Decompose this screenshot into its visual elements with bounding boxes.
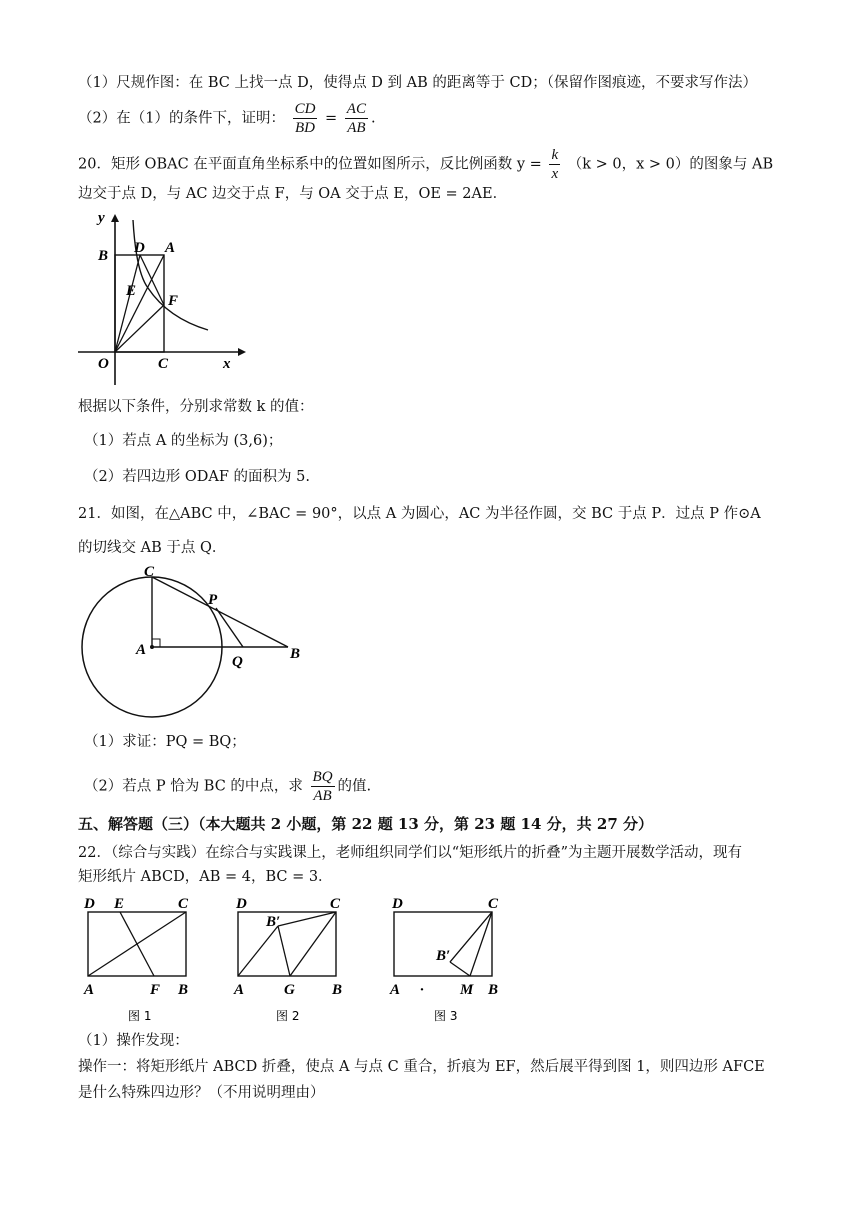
label-p: P — [208, 592, 218, 608]
segment-ab-prime — [238, 926, 278, 976]
fig2-label-a: A — [234, 982, 245, 998]
fig1-label-d: D — [84, 896, 95, 912]
label-b: B — [290, 646, 301, 662]
fraction-cd-bd: $\frac{CD}{BD}$ — [294, 101, 316, 136]
q19-part2: （2）在（1）的条件下，证明： $\frac{CD}{BD}$ = $\frac{AC}{AB}$ . — [78, 101, 376, 136]
fig2-caption: 图 2 — [276, 1009, 300, 1023]
q22-figures — [78, 890, 518, 1030]
q21-part2: （2）若点 P 恰为 BC 的中点，求 $\frac{BQ}{AB}$ 的值. — [84, 769, 372, 804]
rect-abcd-3 — [394, 912, 492, 976]
fig2-label-b-prime: B′ — [266, 914, 281, 930]
fig2-label-g: G — [284, 982, 295, 998]
q19-part1: （1）尺规作图：在 BC 上找一点 D，使得点 D 到 AB 的距离等于 CD；（保留作图痕迹，不要求写作法） — [78, 75, 757, 91]
fig2-label-c: C — [330, 896, 341, 912]
fold-edge — [450, 912, 492, 962]
q20-line1: 20．矩形 OBAC 在平面直角坐标系中的位置如图所示，反比例函数 y = $\frac{k}{x}$ （k > 0，x > 0）的图象与 AB — [78, 147, 774, 182]
q20-part2: （2）若四边形 ODAF 的面积为 5. — [84, 469, 310, 485]
q20-line2: 边交于点 D，与 AC 边交于点 F，与 OA 交于点 E，OE = 2AE． — [78, 186, 508, 202]
fig1-caption: 图 1 — [128, 1009, 152, 1023]
q21-figure — [78, 560, 318, 720]
fig3-label-m: M — [460, 982, 474, 998]
fig2-label-b: B — [332, 982, 343, 998]
fig3-label-d: D — [392, 896, 403, 912]
fraction-k-x: $\frac{k}{x}$ — [551, 147, 559, 182]
segment-b-prime-g — [278, 926, 290, 976]
label-o: O — [98, 356, 109, 372]
x-axis-arrow — [238, 348, 246, 356]
label-c: C — [144, 564, 155, 580]
segment-of — [115, 305, 164, 352]
segment-cb — [152, 577, 288, 647]
q19-part2-prefix: （2）在（1）的条件下，证明： — [78, 110, 285, 127]
fig3-label-a: A — [390, 982, 401, 998]
label-a: A — [165, 240, 176, 256]
q22-operation1-line1: 操作一：将矩形纸片 ABCD 折叠，使点 A 与点 C 重合，折痕为 EF，然后展平得到图 1，则四边形 AFCE — [78, 1059, 765, 1075]
label-x: x — [223, 356, 231, 372]
fig3-caption: 图 3 — [434, 1009, 458, 1023]
label-a: A — [136, 642, 147, 658]
fig1-label-f: F — [150, 982, 161, 998]
label-f: F — [168, 293, 179, 309]
q20-figure — [78, 210, 248, 390]
fraction-bq-ab: $\frac{BQ}{AB}$ — [312, 769, 333, 804]
label-q: Q — [232, 654, 243, 670]
fig2-label-d: D — [236, 896, 247, 912]
crease-cm — [470, 912, 492, 976]
rect-abcd-2 — [238, 912, 336, 976]
tangent-pq — [216, 608, 243, 647]
segment-od — [115, 255, 140, 352]
y-axis-arrow — [111, 214, 119, 222]
q21-line1: 21．如图，在△ABC 中，∠BAC = 90°，以点 A 为圆心，AC 为半径作圆，交 BC 于点 P．过点 P 作⊙A — [78, 506, 761, 522]
q22-operation-title: （1）操作发现： — [78, 1033, 189, 1049]
fraction-ac-ab: $\frac{AC}{AB}$ — [346, 101, 366, 136]
label-b: B — [98, 248, 109, 264]
label-c: C — [158, 356, 169, 372]
figure-3 — [389, 896, 499, 1023]
fig3-dot: · — [420, 982, 424, 998]
fig3-label-c: C — [488, 896, 499, 912]
segment-b-prime-m — [450, 962, 470, 976]
q22-line1: 22．（综合与实践）在综合与实践课上，老师组织同学们以“矩形纸片的折叠”为主题开展数学活动，现有 — [78, 845, 743, 861]
label-e: E — [126, 283, 137, 299]
label-y: y — [98, 210, 105, 226]
crease-ef — [120, 912, 154, 976]
fig1-label-e: E — [114, 896, 125, 912]
fig1-label-c: C — [178, 896, 189, 912]
hyperbola-curve — [133, 220, 208, 330]
section-heading: 五、解答题（三）（本大题共 2 小题，第 22 题 13 分，第 23 题 14 分，共 27 分） — [78, 815, 653, 833]
fig1-label-a: A — [84, 982, 95, 998]
fig3-label-b-prime: B′ — [436, 948, 451, 964]
fig1-label-b: B — [178, 982, 189, 998]
fig3-label-b: B — [488, 982, 499, 998]
center-dot — [150, 645, 154, 649]
q21-part1: （1）求证：PQ = BQ； — [84, 734, 246, 750]
label-d: D — [134, 240, 145, 256]
q22-operation1-line2: 是什么特殊四边形？（不用说明理由） — [78, 1085, 325, 1101]
figure-2 — [233, 896, 342, 1023]
q20-intro: 根据以下条件，分别求常数 k 的值： — [78, 399, 314, 415]
q21-line2: 的切线交 AB 于点 Q． — [78, 540, 227, 556]
q20-part1: （1）若点 A 的坐标为 (3,6)； — [84, 433, 283, 449]
figure-1 — [83, 896, 189, 1023]
q22-line2: 矩形纸片 ABCD，AB = 4，BC = 3． — [78, 869, 333, 885]
